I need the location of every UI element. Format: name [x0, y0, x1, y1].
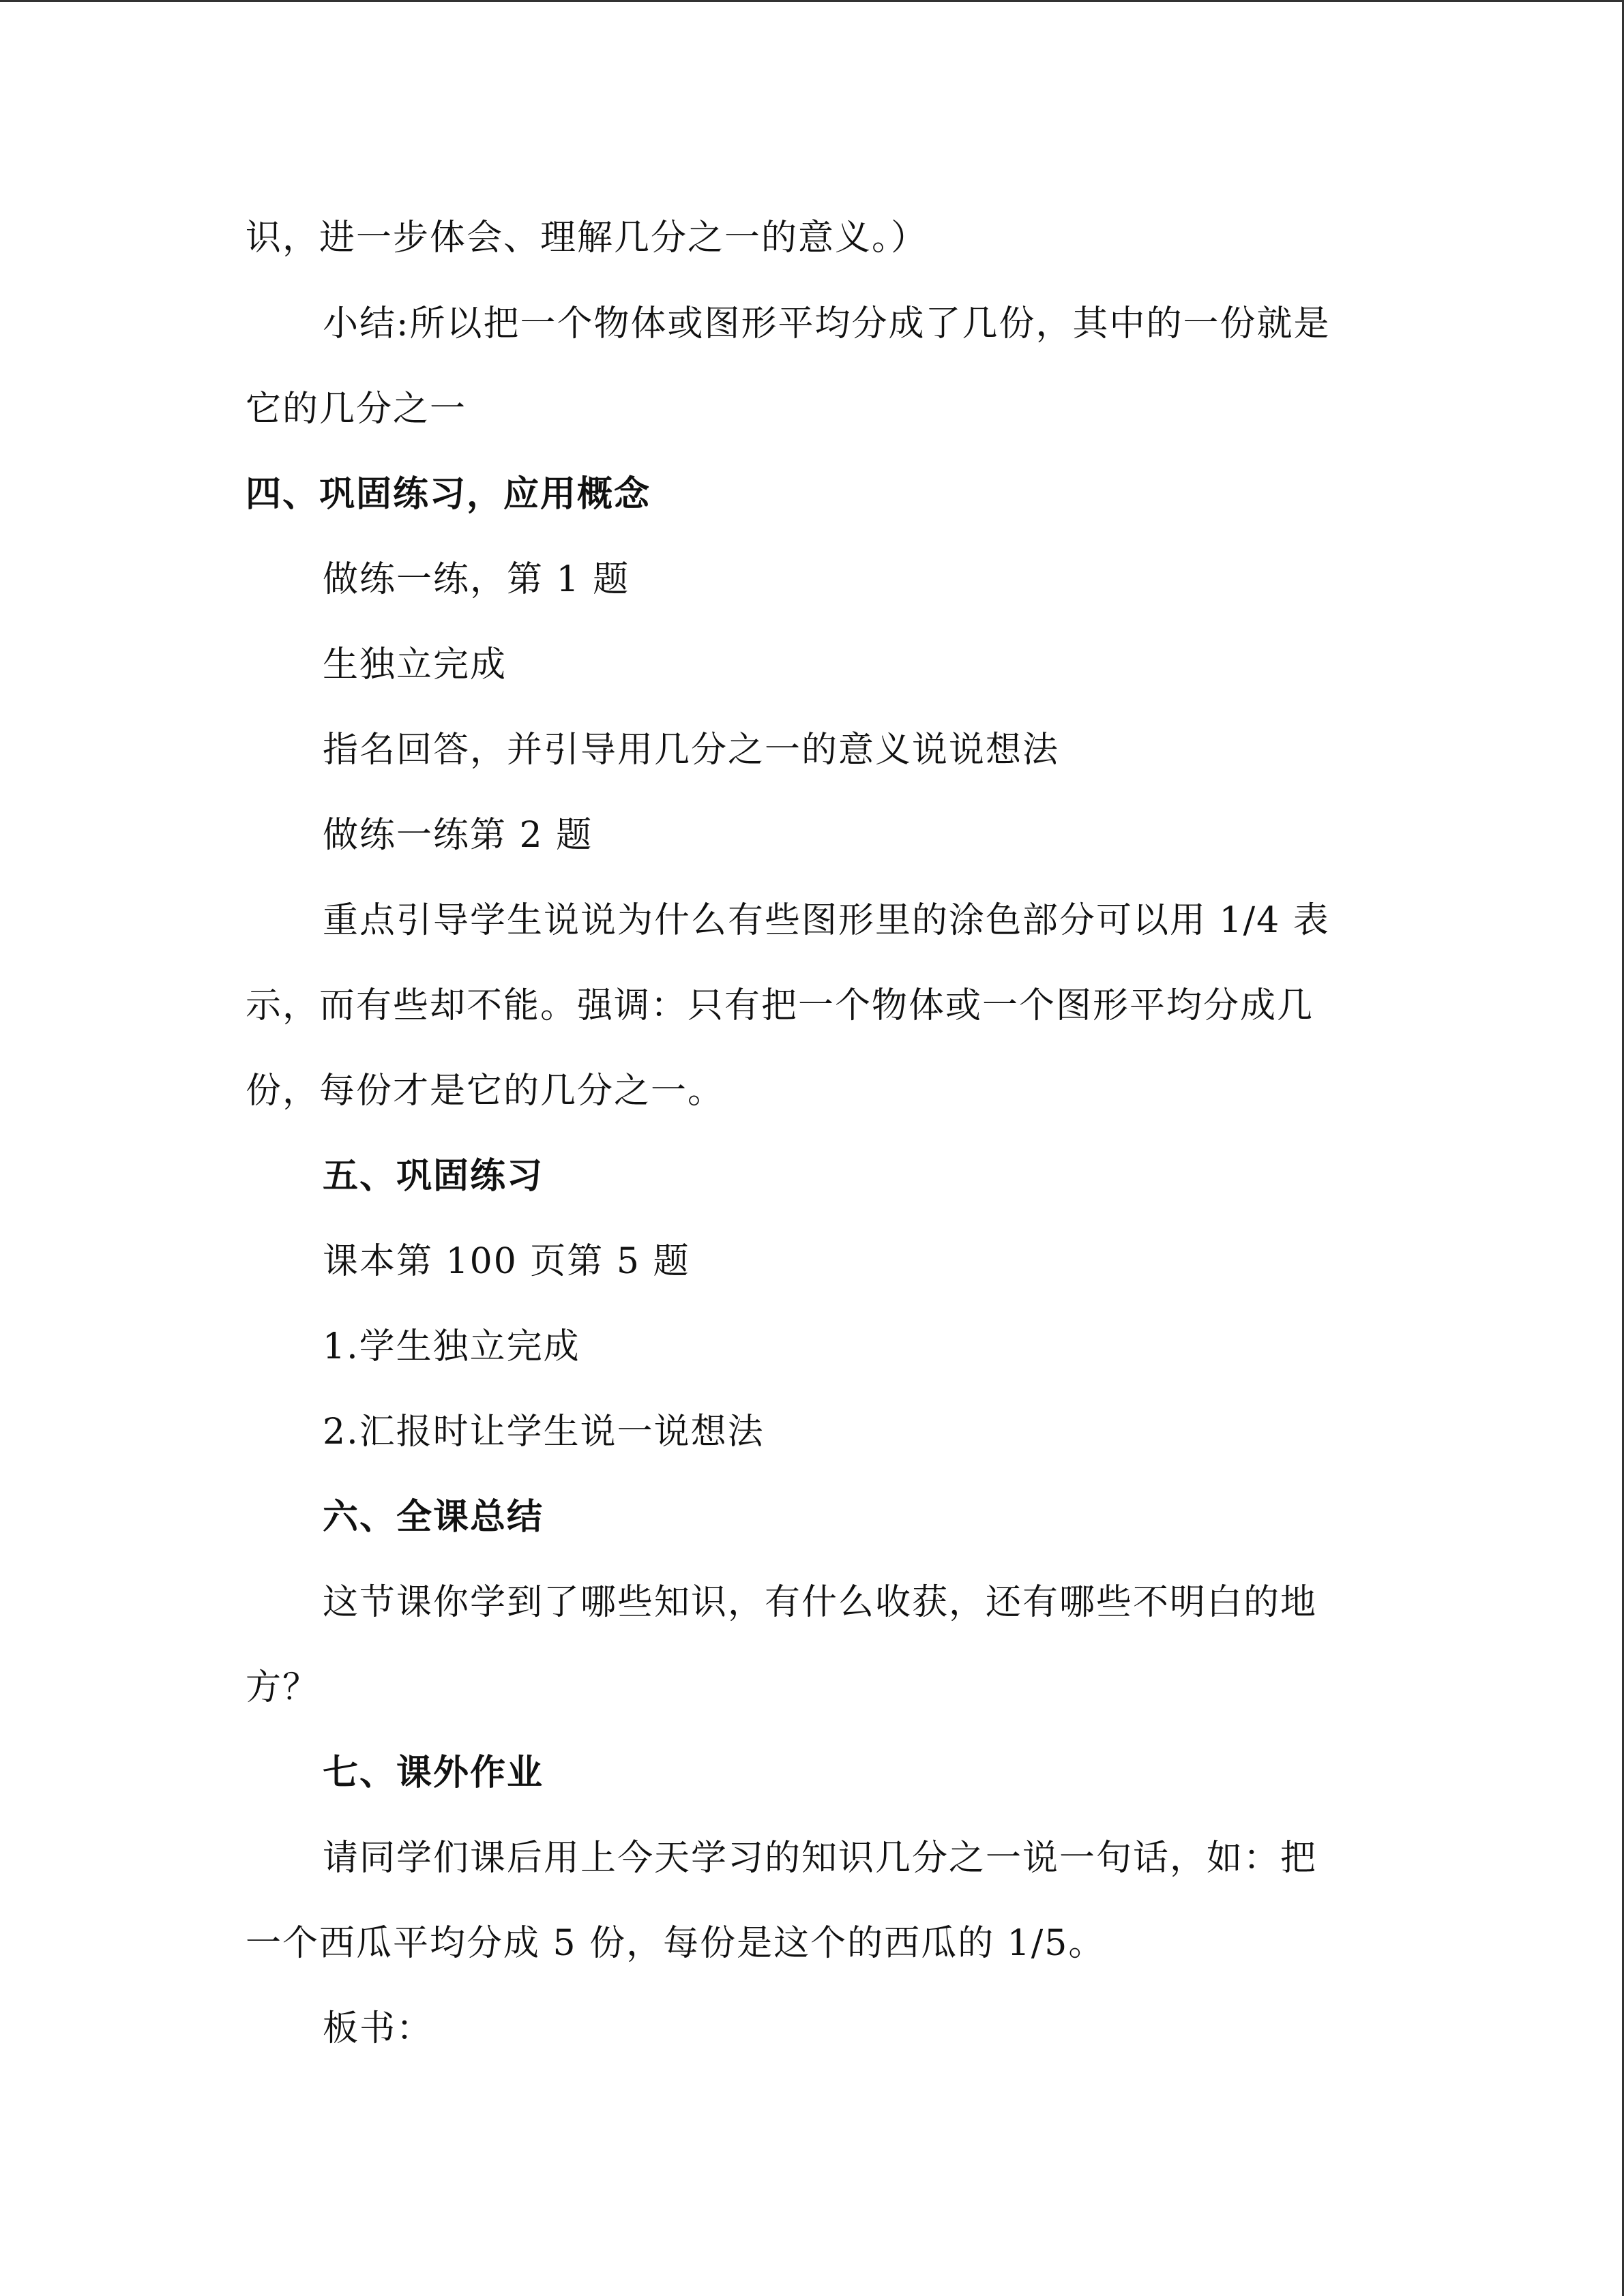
text-line: 识，进一步体会、理解几分之一的意义。） — [246, 218, 928, 258]
summary-line: 小结:所以把一个物体或图形平均分成了几份，其中的一份就是 — [323, 303, 1331, 344]
section-heading-6: 六、全课总结 — [323, 1496, 544, 1538]
text-line: 这节课你学到了哪些知识，有什么收获，还有哪些不明白的地 — [323, 1582, 1318, 1623]
text-line: 重点引导学生说说为什么有些图形里的涂色部分可以用 1/4 表 — [323, 900, 1330, 941]
text-line: 生独立完成 — [323, 644, 507, 685]
top-border — [0, 0, 1624, 2]
text-line: 指名回答，并引导用几分之一的意义说说想法 — [323, 730, 1060, 771]
text-line: 1.学生独立完成 — [323, 1326, 580, 1367]
text-line: 它的几分之一 — [246, 389, 467, 430]
section-heading-4: 四、巩固练习，应用概念 — [246, 473, 651, 515]
text-line: 做练一练第 2 题 — [323, 815, 593, 856]
section-heading-5: 五、巩固练习 — [323, 1155, 544, 1197]
text-line: 方？ — [246, 1667, 320, 1708]
text-line: 示，而有些却不能。强调：只有把一个物体或一个图形平均分成几 — [246, 985, 1314, 1026]
text-line: 请同学们课后用上今天学习的知识几分之一说一句话，如：把 — [323, 1838, 1318, 1879]
text-line: 做练一练，第 1 题 — [323, 559, 630, 600]
text-line: 一个西瓜平均分成 5 份，每份是这个的西瓜的 1/5。 — [246, 1923, 1106, 1964]
text-line: 课本第 100 页第 5 题 — [323, 1241, 690, 1282]
section-heading-7: 七、课外作业 — [323, 1752, 544, 1793]
text-line: 2.汇报时让学生说一说想法 — [323, 1412, 765, 1452]
blackboard-label: 板书： — [323, 2008, 434, 2049]
text-line: 份，每份才是它的几分之一。 — [246, 1071, 725, 1112]
